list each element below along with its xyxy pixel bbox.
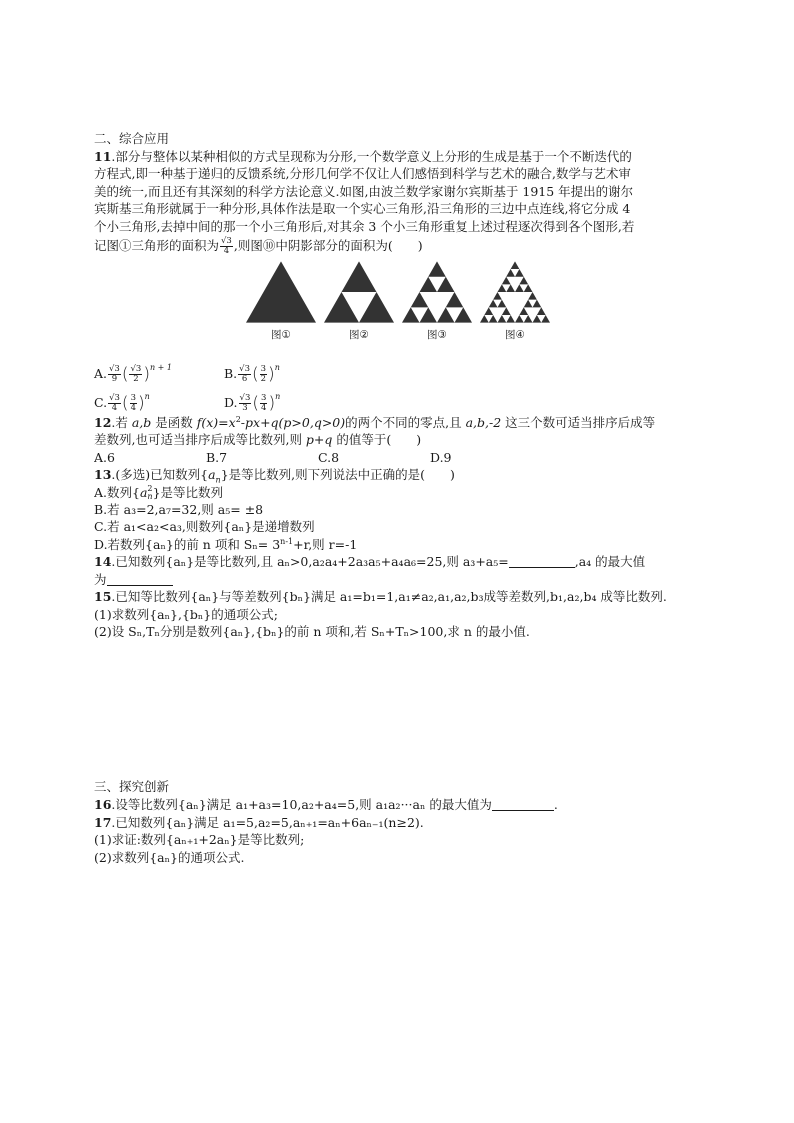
option-a[interactable]: A.6 <box>94 449 115 465</box>
q11-line-1: .部分与整体以某种相似的方式呈现称为分形,一个数学意义上分形的生成是基于一个不断迭代的 <box>111 149 632 164</box>
option-c[interactable]: C.若 a₁<a₂<a₃,则数列{aₙ}是递增数列 <box>94 519 315 535</box>
option-b[interactable]: B. $\frac{√3}{6}$ ( $\frac{3}{2}$ )$^n$ <box>223 363 280 385</box>
question-13: 13.(多选)已知数列$\{a_n\}$是等比数列,则下列说法中正确的是( ) A.数列{a 2 n }是等比数列 B.若 a₃=2,a₇=32,则 a₅= ±8 C.若 a₁<a₂<a₃,则数列{aₙ}是递增数列 D.若数列{aₙ}的前 n 项和 $S_n= 3^{n-1}+r$,则 r=-1 <box>94 466 704 553</box>
answer-space <box>94 640 704 778</box>
question-number: 11 <box>94 149 112 164</box>
q17-part-2: (2)求数列{aₙ}的通项公式. <box>94 849 245 865</box>
figure-2 <box>324 261 394 342</box>
exam-page <box>94 130 704 866</box>
sierpinski-triangle-level-2-icon <box>324 261 394 323</box>
question-11 <box>94 148 704 414</box>
q11-line-5: 个小三角形,去掉中间的那一个小三角形后,对其余 3 个小三角形重复上述过程逐次得到各个图形,若 <box>94 218 635 234</box>
figure-3 <box>402 261 472 342</box>
question-number: 17 <box>94 814 112 830</box>
option-d[interactable]: D.9 <box>430 449 452 465</box>
option-a[interactable]: A.数列{a 2 n }是等比数列 <box>94 483 224 501</box>
answer-blank[interactable] <box>107 573 173 586</box>
question-number: 13 <box>94 467 112 483</box>
answer-blank[interactable] <box>509 555 575 568</box>
option-d[interactable]: D.若数列{aₙ}的前 n 项和 $S_n= 3^{n-1}+r$,则 r=-1 <box>94 536 358 552</box>
q11-line-3: 美的统一,而且还有其深刻的科学方法论意义.如图,由波兰数学家谢尔宾斯基于 1915 年提出的谢尔 <box>94 183 634 199</box>
sierpinski-figures <box>94 261 704 355</box>
answer-blank[interactable] <box>492 798 554 811</box>
q11-line-6a: 记图①三角形的面积为 <box>94 238 220 254</box>
sierpinski-triangle-level-3-icon <box>402 261 472 323</box>
q11-options-row-1 <box>94 357 704 386</box>
option-d[interactable]: D. $\frac{√3}{3}$ ( $\frac{3}{4}$ )$^n$ <box>223 391 281 414</box>
sierpinski-triangle-level-4-icon <box>480 261 550 323</box>
option-c[interactable]: C.8 <box>318 449 340 465</box>
question-number: 12 <box>94 415 112 431</box>
question-number: 15 <box>94 589 112 605</box>
q11-options-row-2 <box>94 386 704 415</box>
q11-line-2: 方程式,即一种基于递归的反馈系统,分形几何学不仅让人们感悟到科学与艺术的融合,数学与艺术审 <box>94 166 631 182</box>
figure-caption: 图① <box>271 329 291 342</box>
option-c[interactable]: C. $\frac{√3}{4}$ ( $\frac{3}{4}$ )$^n$ <box>94 391 150 414</box>
figure-4 <box>480 261 550 342</box>
section-2-title: 二、综合应用 <box>94 131 170 146</box>
option-b[interactable]: B.7 <box>206 449 228 465</box>
figure-caption: 图③ <box>427 329 447 342</box>
question-16: 16.设等比数列{aₙ}满足 a₁+a₃=10,a₂+a₄=5,则 a₁a₂···aₙ 的最大值为 . <box>94 797 558 813</box>
option-a[interactable]: A. $\frac{√3}{9}$ ( $\frac{√3}{2}$ )$^{n + 1}$ <box>94 363 172 385</box>
question-15: 15.已知等比数列{aₙ}与等差数列{bₙ}满足 a₁=b₁=1,a₁≠a₂,a₁,a₂,b₃成等差数列,b₁,a₂,b₄ 成等比数列. (1)求数列{aₙ},{bₙ}的通项公式; (2)设 Sₙ,Tₙ分别是数列{aₙ},{bₙ}的前 n 项和,若 Sₙ+Tₙ>100,求 n 的最小值. <box>94 588 704 640</box>
figure-caption: 图② <box>349 329 369 342</box>
question-14: 14.已知数列{aₙ}是等比数列,且 aₙ>0,a₂a₄+2a₃a₅+a₄a₆=25,则 a₃+a₅= ,a₄ 的最大值 为 <box>94 554 646 587</box>
q11-line-4: 宾斯基三角形就属于一种分形,具体作法是取一个实心三角形,沿三角形的三边中点连线,将它分成 4 <box>94 201 631 217</box>
figure-caption: 图④ <box>505 329 525 342</box>
area-fraction: $\frac{√3}{4}$ <box>221 236 232 257</box>
question-number: 16 <box>94 797 112 813</box>
section-3-title: 三、探究创新 <box>94 779 170 795</box>
q11-line-6b: ,则图⑩中阴影部分的面积为( ) <box>233 238 423 254</box>
q15-part-2: (2)设 Sₙ,Tₙ分别是数列{aₙ},{bₙ}的前 n 项和,若 Sₙ+Tₙ>100,求 n 的最小值. <box>94 623 530 639</box>
question-17: 17.已知数列{aₙ}满足 a₁=5,a₂=5,aₙ₊₁=aₙ+6aₙ₋₁(n≥2). (1)求证:数列{aₙ₊₁+2aₙ}是等比数列; (2)求数列{aₙ}的通项公式. <box>94 814 704 866</box>
sierpinski-triangle-level-1-icon <box>246 261 316 323</box>
q17-part-1: (1)求证:数列{aₙ₊₁+2aₙ}是等比数列; <box>94 832 305 848</box>
q15-part-1: (1)求数列{aₙ},{bₙ}的通项公式; <box>94 606 278 622</box>
question-12: 12.若 a,b 是函数 $f(x)=x^2-px+q(p>0,q>0)$的两个不同的零点,且 a,b,-2 这三个数可适当排序后成等 差数列,也可适当排序后成等比数列,则 p+q 的值等于( ) A.6 B.7 C.8 D.9 <box>94 414 704 466</box>
q12-options <box>94 449 704 466</box>
figure-1 <box>246 261 316 342</box>
question-number: 14 <box>94 554 112 570</box>
option-b[interactable]: B.若 a₃=2,a₇=32,则 a₅= ±8 <box>94 502 264 518</box>
